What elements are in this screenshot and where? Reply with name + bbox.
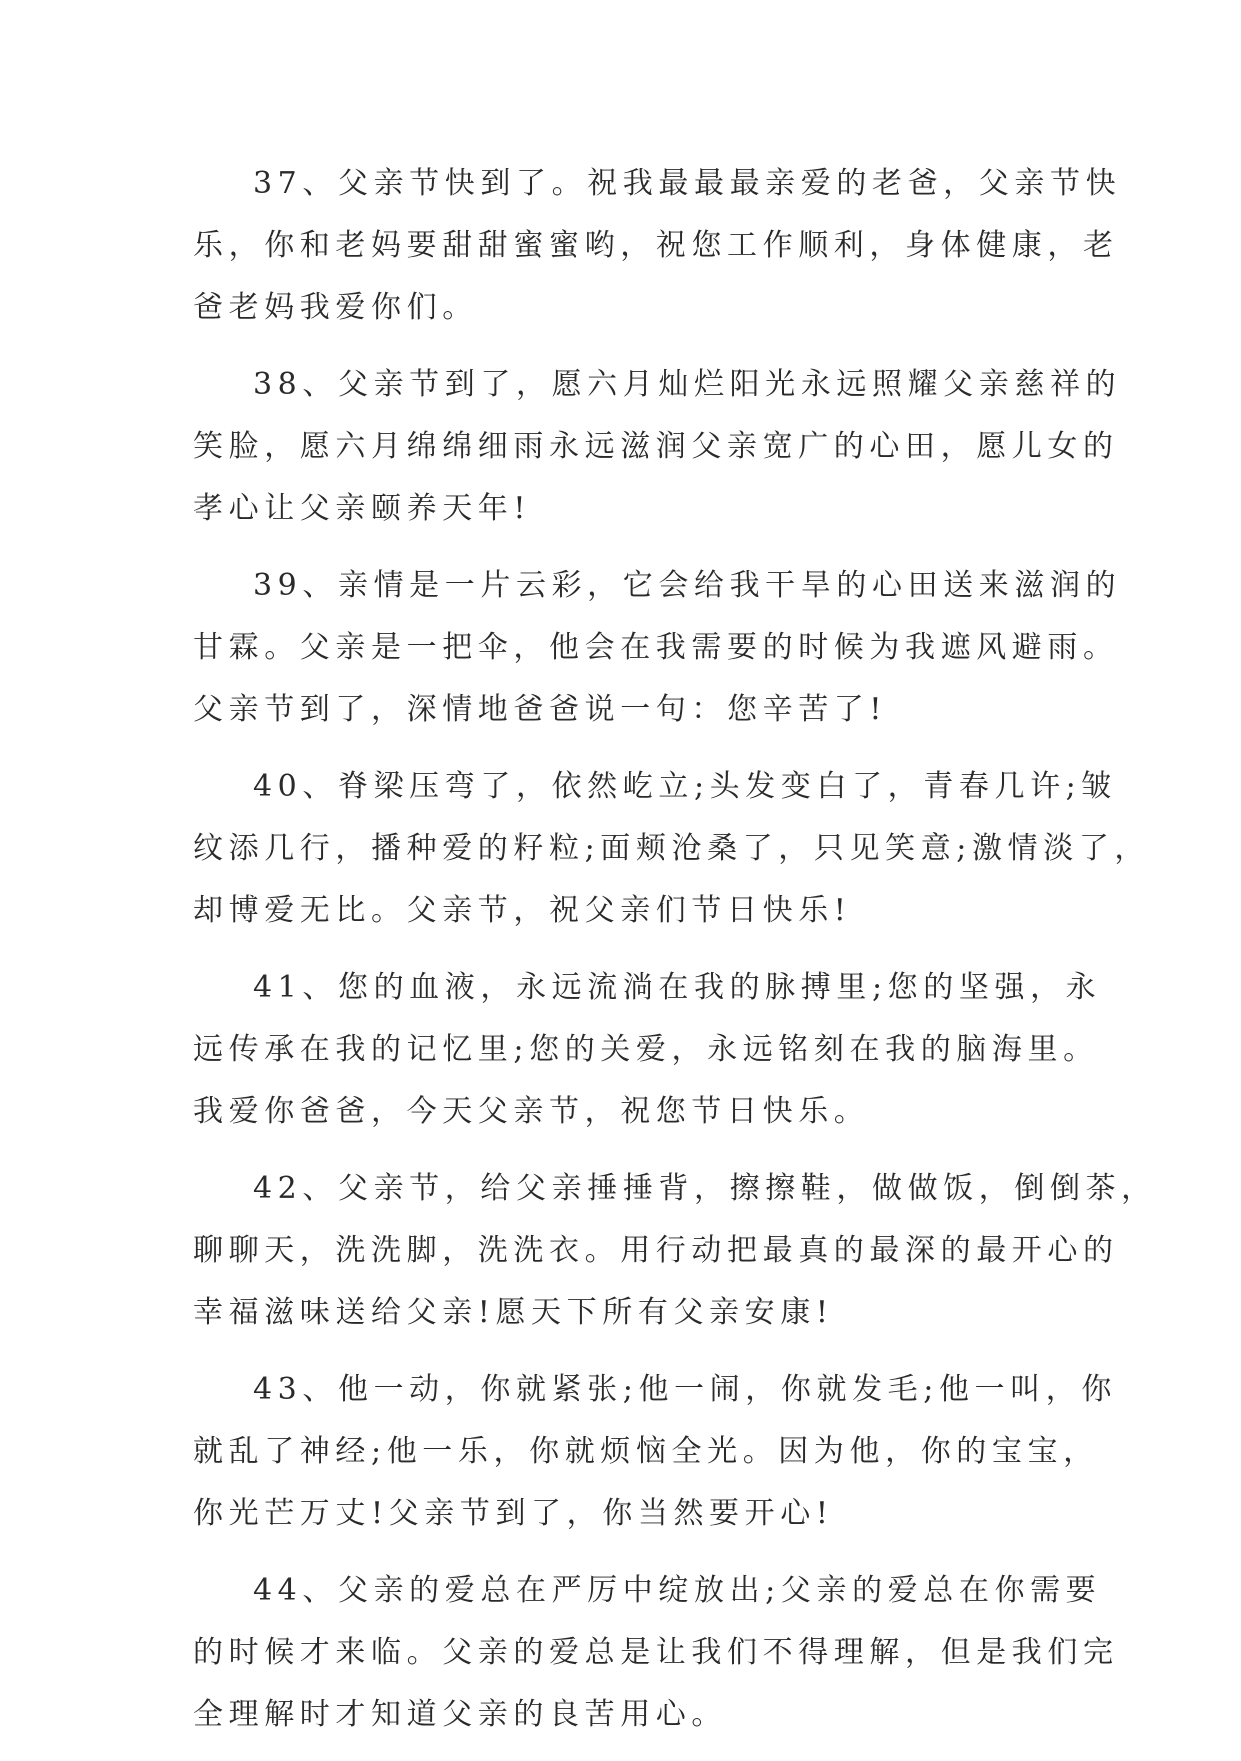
paragraph-line: 44、父亲的爱总在严厉中绽放出;父亲的爱总在你需要 [253,1573,1102,1608]
paragraph-line: 远传承在我的记忆里;您的关爱，永远铭刻在我的脑海里。 [193,1032,1099,1067]
paragraph-line: 38、父亲节到了，愿六月灿烂阳光永远照耀父亲慈祥的 [253,367,1122,402]
paragraph-line: 就乱了神经;他一乐，你就烦恼全光。因为他，你的宝宝， [193,1434,1099,1469]
paragraph-line: 40、脊梁压弯了，依然屹立;头发变白了，青春几许;皱 [253,769,1117,804]
paragraph-line: 却博爱无比。父亲节，祝父亲们节日快乐! [193,893,852,928]
paragraph-line: 的时候才来临。父亲的爱总是让我们不得理解，但是我们完 [193,1635,1119,1670]
paragraph-line: 乐，你和老妈要甜甜蜜蜜哟，祝您工作顺利，身体健康，老 [193,228,1119,263]
paragraph-line: 全理解时才知道父亲的良苦用心。 [193,1697,727,1732]
document-body [193,153,1157,1761]
paragraph-37 [193,153,1122,339]
paragraph-39 [193,555,1122,741]
paragraph-line: 你光芒万丈!父亲节到了，你当然要开心! [193,1496,834,1531]
paragraph-line: 纹添几行，播种爱的籽粒;面颊沧桑了，只见笑意;激情淡了， [193,831,1151,866]
paragraph-line: 幸福滋味送给父亲!愿天下所有父亲安康! [193,1295,834,1330]
paragraph-line: 我爱你爸爸，今天父亲节，祝您节日快乐。 [193,1094,870,1129]
paragraph-line: 42、父亲节，给父亲捶捶背，擦擦鞋，做做饭，倒倒茶， [253,1171,1157,1206]
paragraph-43 [193,1359,1117,1545]
paragraph-41 [193,957,1102,1143]
paragraph-line: 笑脸，愿六月绵绵细雨永远滋润父亲宽广的心田，愿儿女的 [193,429,1119,464]
paragraph-44 [193,1560,1119,1746]
paragraph-line: 37、父亲节快到了。祝我最最最亲爱的老爸，父亲节快 [253,166,1122,201]
paragraph-line: 39、亲情是一片云彩，它会给我干旱的心田送来滋润的 [253,568,1122,603]
paragraph-line: 43、他一动，你就紧张;他一闹，你就发毛;他一叫，你 [253,1372,1117,1407]
paragraph-42 [193,1158,1157,1344]
paragraph-40 [193,756,1151,942]
paragraph-line: 孝心让父亲颐养天年! [193,491,532,526]
paragraph-line: 甘霖。父亲是一把伞，他会在我需要的时候为我遮风避雨。 [193,630,1119,665]
paragraph-line: 父亲节到了，深情地爸爸说一句：您辛苦了! [193,692,888,727]
paragraph-38 [193,354,1122,540]
paragraph-line: 爸老妈我爱你们。 [193,290,478,325]
paragraph-line: 聊聊天，洗洗脚，洗洗衣。用行动把最真的最深的最开心的 [193,1233,1119,1268]
paragraph-line: 41、您的血液，永远流淌在我的脉搏里;您的坚强，永 [253,970,1102,1005]
